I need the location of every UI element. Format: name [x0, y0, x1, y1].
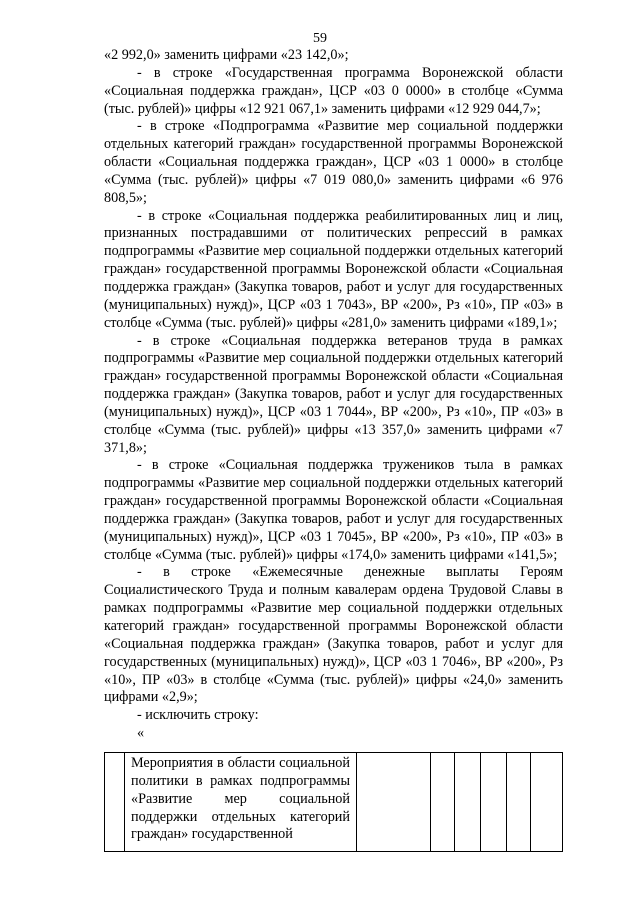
paragraph-1: - в строке «Государственная программа Воронежской области «Социальная поддержка граждан», ЦСР «03 0 0000» в столбце «Сумма (тыс. рублей)» цифры «12 921 067,1» заменить цифрами «12 929 044,7»; [104, 64, 563, 117]
paragraph-8: « [137, 725, 145, 742]
table-cell-pr [455, 753, 481, 852]
paragraph-2: - в строке «Подпрограмма «Развитие мер социальной поддержки отдельных категорий граждан» государственной программы Воронежской области «Социальная поддержка граждан», ЦСР «03 1 0000» в столбце «Сумма (тыс. рублей)» цифры «7 019 080,0» заменить цифрами «6 976 808,5»; [104, 118, 563, 206]
table-cell-vr [507, 753, 531, 852]
paragraph-5: - в строке «Социальная поддержка тружеников тыла в рамках подпрограммы «Развитие мер социальной поддержки отдельных категорий граждан» государственной программы Воронежской области «Социальная поддержка граждан» (Закупка товаров, работ и услуг для государственных (муниципальных) нужд)», ЦСР «03 1 7045», ВР «200», Рз «10», ПР «03» в столбце «Сумма (тыс. рублей)» цифры «174,0» заменить цифрами «141,5»; [104, 457, 563, 563]
paragraph-3: - в строке «Социальная поддержка реабилитированных лиц и лиц, признанных пострадавшими от политических репрессий в рамках подпрограммы «Развитие мер социальной поддержки отдельных категорий граждан» государственной программы Воронежской области «Социальная поддержка граждан» (Закупка товаров, работ и услуг для государственных (муниципальных) нужд)», ЦСР «03 1 7043», ВР «200», Рз «10», ПР «03» в столбце «Сумма (тыс. рублей)» цифры «281,0» заменить цифрами «189,1»; [104, 207, 563, 331]
body-text [104, 47, 563, 743]
paragraph-6: - в строке «Ежемесячные денежные выплаты Героям Социалистического Труда и полным кавалерам ордена Трудовой Славы в рамках подпрограммы «Развитие мер социальной поддержки отдельных категорий граждан» государственной программы Воронежской области «Социальная поддержка граждан» (Закупка товаров, работ и услуг для государственных (муниципальных) нужд)», ЦСР «03 1 7046», ВР «200», Рз «10», ПР «03» в столбце «Сумма (тыс. рублей)» цифры «24,0» заменить цифрами «2,9»; [104, 564, 563, 706]
paragraph-7: - исключить строку: [137, 707, 259, 724]
table-cell-sum [531, 753, 563, 852]
page-number: 59 [313, 31, 327, 46]
table-cell-gp [357, 753, 431, 852]
table-cell-csr [481, 753, 507, 852]
table-cell-description: Мероприятия в области социальной политики в рамках подпрограммы «Развитие мер социальной поддержки отдельных категорий граждан» государственной [125, 753, 357, 852]
table-cell-number [105, 753, 125, 852]
excluded-row-table [104, 752, 563, 852]
paragraph-4: - в строке «Социальная поддержка ветеранов труда в рамках подпрограммы «Развитие мер социальной поддержки отдельных категорий граждан» государственной программы Воронежской области «Социальная поддержка граждан» (Закупка товаров, работ и услуг для государственных (муниципальных) нужд)», ЦСР «03 1 7044», ВР «200», Рз «10», ПР «03» в столбце «Сумма (тыс. рублей)» цифры «13 357,0» заменить цифрами «7 371,8»; [104, 332, 563, 456]
table-cell-rz [431, 753, 455, 852]
paragraph-0: «2 992,0» заменить цифрами «23 142,0»; [104, 47, 349, 63]
table-row [105, 753, 563, 852]
